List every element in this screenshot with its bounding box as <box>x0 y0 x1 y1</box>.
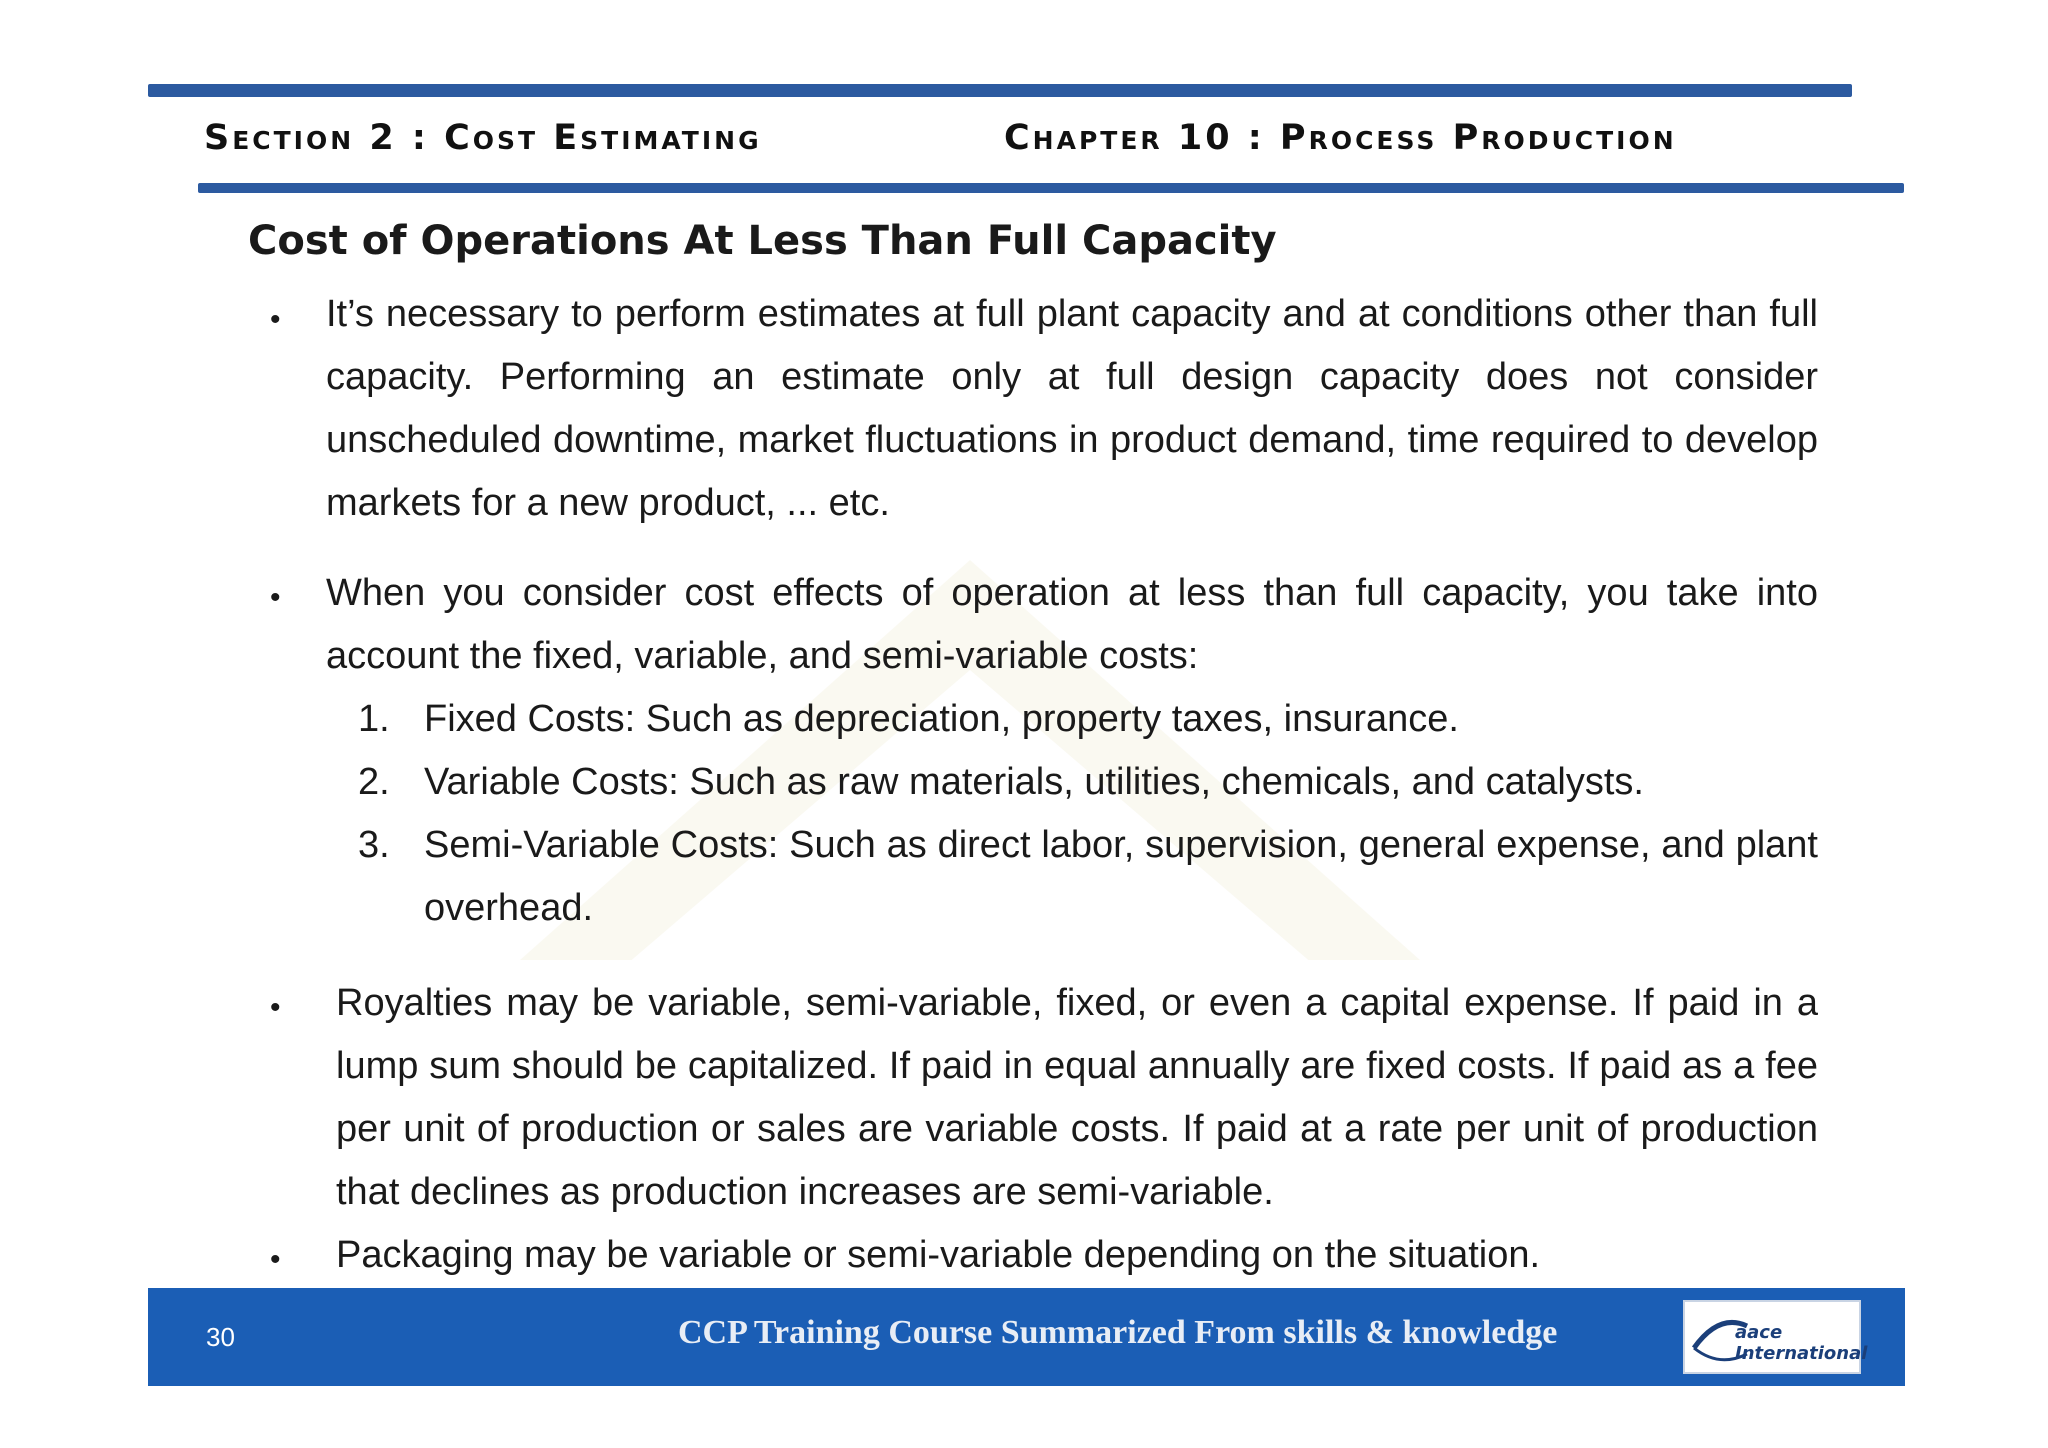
list-number: 2. <box>358 761 390 803</box>
list-number: 1. <box>358 698 390 740</box>
list-text: Variable Costs: Such as raw materials, utilities, chemicals, and catalysts. <box>424 761 1644 803</box>
page-number: 30 <box>206 1322 235 1352</box>
bullet-icon: • <box>270 581 281 614</box>
bullet-text: When you consider cost effects of operation at less than full capacity, you take into account the fixed, variable, and semi-variable costs: <box>326 572 1818 677</box>
list-text: Semi-Variable Costs: Such as direct labor, supervision, general expense, and plant overhead. <box>424 824 1818 929</box>
bullet-text: Packaging may be variable or semi-variable depending on the situation. <box>336 1234 1541 1276</box>
footer-caption: CCP Training Course Summarized From skills & knowledge <box>678 1314 1558 1351</box>
bullet-icon: • <box>270 1243 281 1276</box>
bullet-text: Royalties may be variable, semi-variable, fixed, or even a capital expense. If paid in a lump sum should be capitalized. If paid in equal annually are fixed costs. If paid as a fee per unit of production or sales are variable costs. If paid at a rate per unit of production that declines as production increases are semi-variable. <box>336 982 1818 1213</box>
chapter-heading: Chapter 10 : Process Production <box>1004 118 1677 158</box>
footer-bar <box>148 1288 1905 1386</box>
bullet-icon: • <box>270 991 281 1024</box>
bullet-text: It’s necessary to perform estimates at full plant capacity and at conditions other than full capacity. Performing an estimate only at full design capacity does not consider unscheduled downtime, market fluctuations in product demand, time required to develop markets for a new product, ... etc. <box>326 293 1818 524</box>
section-heading: Section 2 : Cost Estimating <box>204 118 762 158</box>
logo-wordmark: aace International <box>1735 1322 1868 1364</box>
bullet-icon: • <box>270 303 281 336</box>
list-number: 3. <box>358 824 390 866</box>
slide-title: Cost of Operations At Less Than Full Capacity <box>248 218 1277 264</box>
aace-logo <box>1683 1300 1868 1374</box>
list-text: Fixed Costs: Such as depreciation, property taxes, insurance. <box>424 698 1459 740</box>
